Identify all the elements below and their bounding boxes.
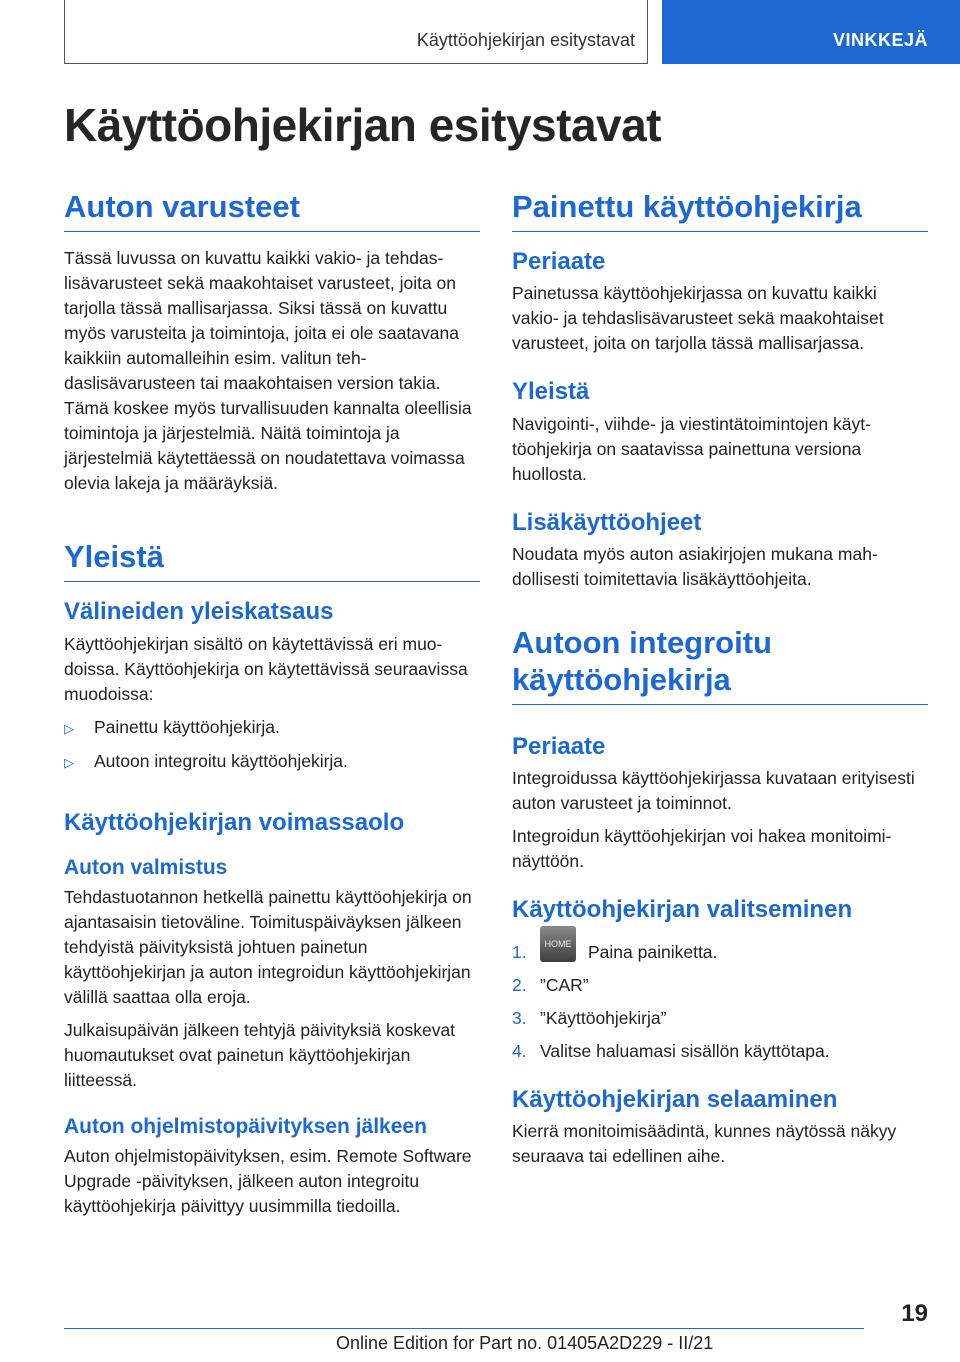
media-list	[64, 715, 480, 775]
list-item: 1. HOME Paina painiketta.	[512, 940, 928, 965]
list-item: 4. Valitse haluamasi sisällön käyttötapa.	[512, 1040, 830, 1061]
ohjelmisto-paragraph: Auton ohjelmistopäivityksen, esim. Remote Software Upgrade -päivityksen, jälkeen auton integroitu käyttöohjekirja päivittyy uusimmilla tiedoilla.	[64, 1146, 472, 1217]
heading-ohjelmistopaivitys: Auton ohjelmistopäivityksen jälkeen	[64, 1115, 427, 1139]
home-button-icon: HOME	[540, 926, 576, 962]
integroitu-paragraph-2: Integroidun käyttöohjekirjan voi hakea monitoiminäyttöön.	[512, 826, 892, 872]
footer-divider	[64, 1328, 864, 1329]
page-title: Käyttöohjekirjan esitystavat	[64, 99, 662, 151]
lisa-paragraph: Noudata myös auton asiakirjojen mukana mahdollisesti toimitettavia lisäkäyttöohjeita.	[512, 543, 878, 589]
header-section-title: Käyttöohjekirjan esitystavat	[416, 30, 635, 50]
header-chapter-tab[interactable]: VINKKEJÄ	[662, 0, 960, 64]
heading-painettu: Painettu käyttöohjekirja	[512, 188, 928, 232]
right-column	[512, 188, 928, 1177]
list-item: ▷ Painettu käyttöohjekirja.	[64, 715, 480, 741]
heading-periaate: Periaate	[512, 248, 606, 276]
footer-edition-text: Online Edition for Part no. 01405A2D229 - II/21	[336, 1333, 714, 1353]
heading-integroitu: Autoon integroitu käyttöohjekirja	[512, 624, 928, 705]
steps-list	[512, 940, 928, 1064]
triangle-bullet-icon: ▷	[64, 754, 74, 770]
integroitu-paragraph-1: Integroidussa käyttöohjekirjassa kuvataan erityisesti auton varusteet ja toiminnot.	[512, 768, 915, 814]
painettu-periaate-paragraph: Painetussa käyttöohjekirjassa on kuvattu kaikki vakio- ja tehdaslisävarusteet sekä maakohtaiset varusteet, joita on tarjolla tässä mallisarjassa.	[512, 283, 884, 354]
heading-valineiden-yleiskatsaus: Välineiden yleiskatsaus	[64, 598, 334, 626]
list-item: 3. ”Käyttöohjekirja”	[512, 1007, 667, 1028]
heading-auton-valmistus: Auton valmistus	[64, 855, 228, 879]
heading-periaate-integroitu: Periaate	[512, 733, 606, 761]
heading-auton-varusteet: Auton varusteet	[64, 188, 480, 232]
list-item: ▷ Autoon integroitu käyttöohjekirja.	[64, 749, 480, 775]
triangle-bullet-icon: ▷	[64, 720, 74, 736]
selaaminen-paragraph: Kierrä monitoimisäädintä, kunnes näytössä näkyy seuraava tai edellinen aihe.	[512, 1120, 897, 1166]
header-section-box	[64, 0, 648, 64]
varusteet-paragraph: Tässä luvussa on kuvattu kaikki vakio- ja tehdaslisävarusteet sekä maakohtaiset varusteet, joita on tarjolla tässä mallisarjassa. Siksi tässä on kuvattu myös varusteita ja toimintoja, joita ei ole saatavana kaikkiin automalleihin esim. valitun tehdaslisävarusteen tai maakohtaisen version takia. Tämä koskee myös turvallisuuden kannalta oleellisia toimintoja ja järjestelmiä. Näitä toimintoja ja järjestelmiä käytettäessä on noudatettava voimassa olevia lakeja ja määräyksiä.	[64, 248, 472, 494]
page-number: 19	[901, 1300, 928, 1327]
left-column	[64, 188, 480, 1227]
heading-yleista: Yleistä	[64, 538, 480, 582]
heading-voimassaolo: Käyttöohjekirjan voimassaolo	[64, 808, 405, 836]
heading-lisakayttoohjeet: Lisäkäyttöohjeet	[512, 508, 702, 536]
valmistus-paragraph-2: Julkaisupäivän jälkeen tehtyjä päivityksiä koskevat huomautukset ovat painetun käyttöohjekirjan liitteessä.	[64, 1020, 456, 1091]
valineet-paragraph: Käyttöohjekirjan sisältö on käytettävissä eri muodoissa. Käyttöohjekirja on käytettävissä seuraavissa muodoissa:	[64, 633, 468, 704]
heading-selaaminen: Käyttöohjekirjan selaaminen	[512, 1085, 838, 1113]
painettu-yleista-paragraph: Navigointi-, viihde- ja viestintätoimintojen käyttöohjekirja on saatavissa painettuna versiona huollosta.	[512, 413, 871, 484]
list-item: 2. ”CAR”	[512, 974, 589, 995]
valmistus-paragraph-1: Tehdastuotannon hetkellä painettu käyttöohjekirja on ajantasaisin tietoväline. Toimituspäiväyksen jälkeen tehdyistä päivityksistä johtuen painetun käyttöohjekirjan ja auton integroidun käyttöohjekirjan välillä saattaa olla eroja.	[64, 887, 472, 1008]
heading-valitseminen: Käyttöohjekirjan valitseminen	[512, 896, 853, 924]
heading-yleista-small: Yleistä	[512, 378, 590, 406]
